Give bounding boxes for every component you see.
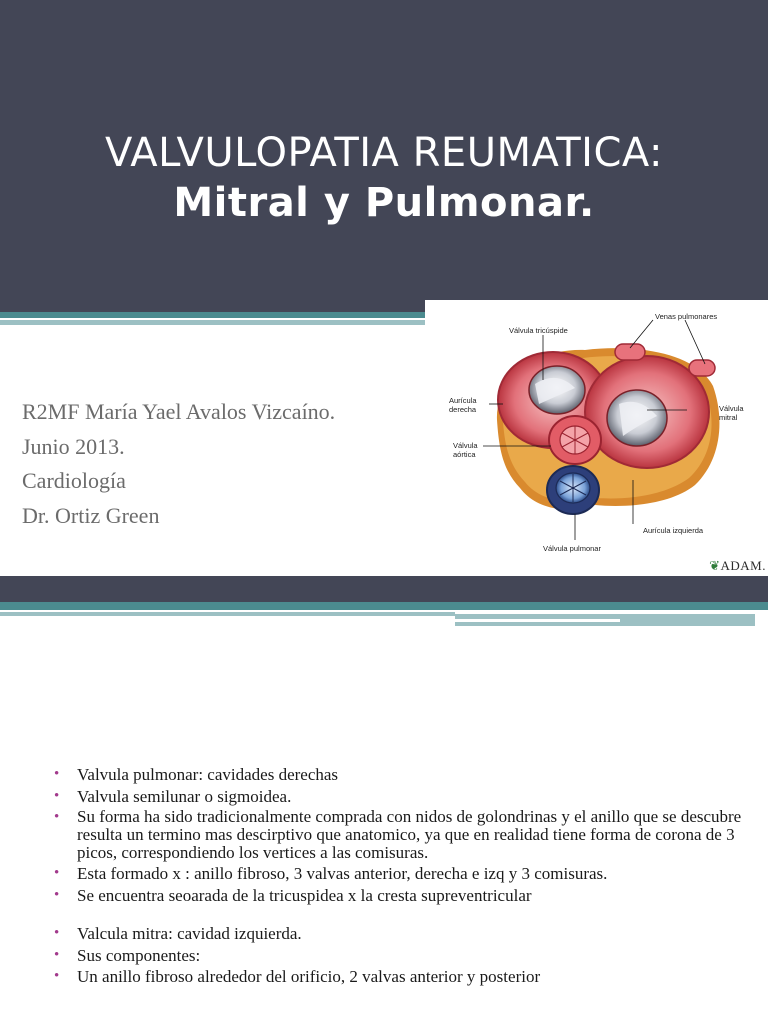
list-item <box>54 765 754 785</box>
advisor-line: Dr. Ortiz Green <box>22 502 160 528</box>
label-aortic-1: Válvula <box>453 441 478 450</box>
adam-logo-text: ADAM. <box>720 558 766 573</box>
slide2-stripe-light <box>0 612 455 616</box>
stripe-teal <box>0 312 425 318</box>
list-item <box>54 808 754 862</box>
bullet-icon: • <box>54 886 60 903</box>
specialty-line: Cardiología <box>22 468 126 493</box>
bullet-icon: • <box>54 946 60 963</box>
title-line-2: Mitral y Pulmonar. <box>173 180 595 226</box>
list-item <box>54 864 754 884</box>
subtitle-block <box>22 395 335 533</box>
slide-title <box>0 128 768 228</box>
slide2-stripe-white <box>455 619 620 622</box>
stripe-light <box>0 320 425 325</box>
title-line-1: VALVULOPATIA REUMATICA: <box>104 130 664 176</box>
list-item <box>54 787 754 807</box>
list-item <box>54 924 754 944</box>
author-line: R2MF María Yael Avalos Vizcaíno. <box>22 399 336 424</box>
bullet-text: Esta formado x : anillo fibroso, 3 valvas anterior, derecha e izq y 3 comisuras. <box>77 864 608 883</box>
label-aortic-2: aórtica <box>453 450 476 459</box>
leaf-icon: ❦ <box>709 558 721 573</box>
bullet-text: Su forma ha sido tradicionalmente comprada con nidos de golondrinas y el anillo que se descubre resulta un termino mas descirptivo que anatomico, ya que en realidad tiene forma de corona de 3 picos, correspondiendo los vertices a las comisuras. <box>77 807 742 862</box>
bullet-text: Sus componentes: <box>77 945 201 965</box>
label-right-atrium-2: derecha <box>449 405 477 414</box>
slide2-stripe-teal <box>0 602 768 610</box>
slide2-header-band <box>0 576 768 602</box>
date-line: Junio 2013. <box>22 433 125 459</box>
bullet-icon: • <box>54 766 60 782</box>
bullet-icon: • <box>54 968 60 984</box>
bullet-icon: • <box>54 865 60 881</box>
label-right-atrium-1: Aurícula <box>449 396 477 405</box>
adam-logo <box>709 558 766 574</box>
bullet-text: Se encuentra seoarada de la tricuspidea x la cresta supreventricular <box>77 885 532 905</box>
label-mitral-1: Válvula <box>719 404 744 413</box>
label-tricuspid: Válvula tricúspide <box>509 326 568 335</box>
bullet-list-mitral <box>54 924 754 987</box>
label-left-atrium: Aurícula izquierda <box>643 526 704 535</box>
heart-valves-illustration <box>425 300 768 576</box>
bullet-icon: • <box>54 787 60 804</box>
bullet-list-pulmonary <box>54 765 754 905</box>
list-item <box>54 886 754 906</box>
bullet-text: Valcula mitra: cavidad izquierda. <box>77 924 302 943</box>
heart-valves-figure <box>425 300 768 576</box>
list-item <box>54 946 754 966</box>
label-mitral-2: mitral <box>719 413 738 422</box>
bullet-text: Un anillo fibroso alrededor del orificio, 2 valvas anterior y posterior <box>77 967 541 986</box>
list-item <box>54 967 754 987</box>
bullet-icon: • <box>54 925 60 941</box>
list-gap <box>54 907 754 924</box>
bullet-text: Valvula semilunar o sigmoidea. <box>77 786 292 806</box>
label-pulmonary-valve: Válvula pulmonar <box>543 544 601 553</box>
slide2-content <box>54 765 754 989</box>
bullet-icon: • <box>54 809 60 825</box>
label-pulmonary-veins: Venas pulmonares <box>655 312 718 321</box>
bullet-text: Valvula pulmonar: cavidades derechas <box>77 765 339 784</box>
